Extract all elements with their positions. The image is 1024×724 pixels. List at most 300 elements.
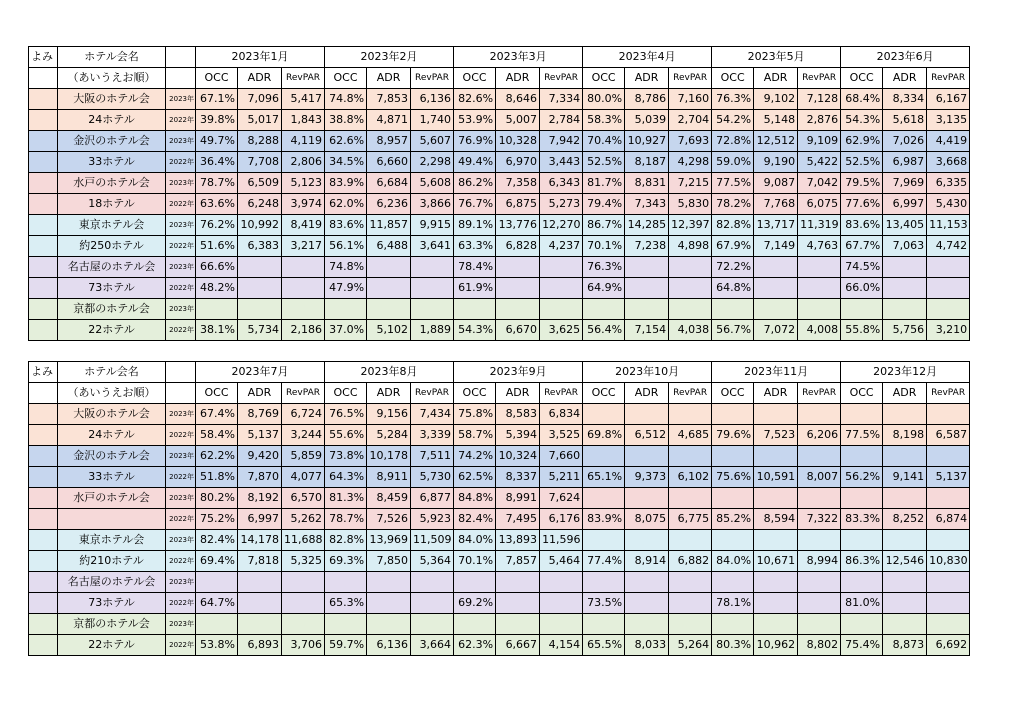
table-row bbox=[29, 593, 970, 614]
hotel-name-cell: 東京ホテル会 bbox=[58, 215, 166, 236]
occ-cell: 49.7% bbox=[196, 131, 238, 152]
rev-cell bbox=[411, 614, 454, 635]
occ-cell: 67.1% bbox=[196, 89, 238, 110]
rev-cell: 5,608 bbox=[411, 173, 454, 194]
rev-cell: 11,596 bbox=[540, 530, 583, 551]
rev-cell: 3,244 bbox=[282, 425, 325, 446]
occ-cell bbox=[712, 299, 754, 320]
occ-cell: 81.7% bbox=[583, 173, 625, 194]
adr-cell: 7,096 bbox=[238, 89, 282, 110]
adr-cell: 8,914 bbox=[625, 551, 669, 572]
table-row bbox=[29, 236, 970, 257]
rev-cell: 4,298 bbox=[669, 152, 712, 173]
adr-cell bbox=[238, 299, 282, 320]
occ-cell: 56.2% bbox=[841, 467, 883, 488]
hotel-name-cell: 金沢のホテル会 bbox=[58, 131, 166, 152]
occ-header: OCC bbox=[196, 68, 238, 89]
adr-cell: 8,187 bbox=[625, 152, 669, 173]
occ-cell bbox=[196, 572, 238, 593]
hotel-name-cell: 京都のホテル会 bbox=[58, 299, 166, 320]
year-cell: 2022年 bbox=[166, 425, 196, 446]
rev-cell: 6,167 bbox=[927, 89, 970, 110]
adr-cell bbox=[625, 299, 669, 320]
adr-header: ADR bbox=[496, 68, 540, 89]
hotel-name-header: ホテル会名 bbox=[58, 47, 166, 68]
occ-cell bbox=[712, 488, 754, 509]
rev-cell: 9,109 bbox=[798, 131, 841, 152]
hotel-name-cell: 京都のホテル会 bbox=[58, 614, 166, 635]
rev-cell: 5,464 bbox=[540, 551, 583, 572]
rev-cell bbox=[669, 530, 712, 551]
yomi-cell bbox=[29, 89, 58, 110]
occ-cell: 62.6% bbox=[325, 131, 367, 152]
adr-cell bbox=[496, 278, 540, 299]
hotel-name-cell: 約210ホテル bbox=[58, 551, 166, 572]
occ-cell: 58.3% bbox=[583, 110, 625, 131]
occ-cell bbox=[583, 299, 625, 320]
table-row bbox=[29, 152, 970, 173]
occ-cell bbox=[841, 446, 883, 467]
rev-cell: 10,830 bbox=[927, 551, 970, 572]
hotel-name-cell: 24ホテル bbox=[58, 110, 166, 131]
occ-cell: 81.3% bbox=[325, 488, 367, 509]
occ-cell: 62.0% bbox=[325, 194, 367, 215]
adr-cell bbox=[754, 572, 798, 593]
rev-cell: 6,570 bbox=[282, 488, 325, 509]
rev-cell: 3,641 bbox=[411, 236, 454, 257]
adr-header: ADR bbox=[754, 68, 798, 89]
adr-cell bbox=[883, 278, 927, 299]
occ-cell: 69.4% bbox=[196, 551, 238, 572]
occ-cell: 69.3% bbox=[325, 551, 367, 572]
occ-cell: 67.9% bbox=[712, 236, 754, 257]
table-row bbox=[29, 404, 970, 425]
rev-cell bbox=[669, 593, 712, 614]
rev-cell: 3,706 bbox=[282, 635, 325, 656]
rev-cell bbox=[927, 257, 970, 278]
adr-cell: 7,850 bbox=[367, 551, 411, 572]
hotel-name-cell bbox=[58, 509, 166, 530]
rev-cell: 6,206 bbox=[798, 425, 841, 446]
year-cell: 2023年 bbox=[166, 404, 196, 425]
rev-cell bbox=[927, 572, 970, 593]
adr-header: ADR bbox=[496, 383, 540, 404]
revpar-header: RevPAR bbox=[669, 68, 712, 89]
table-row bbox=[29, 530, 970, 551]
occ-cell: 81.0% bbox=[841, 593, 883, 614]
hotel-name-cell: 22ホテル bbox=[58, 320, 166, 341]
occ-cell bbox=[454, 572, 496, 593]
year-header-blank bbox=[166, 362, 196, 383]
adr-cell: 10,671 bbox=[754, 551, 798, 572]
hotel-name-header: ホテル会名 bbox=[58, 362, 166, 383]
occ-cell: 83.6% bbox=[841, 215, 883, 236]
table-row bbox=[29, 572, 970, 593]
occ-cell: 53.9% bbox=[454, 110, 496, 131]
adr-cell: 6,684 bbox=[367, 173, 411, 194]
yomi-cell bbox=[29, 257, 58, 278]
year-cell: 2023年 bbox=[166, 173, 196, 194]
adr-cell: 13,405 bbox=[883, 215, 927, 236]
rev-cell: 5,607 bbox=[411, 131, 454, 152]
occ-cell bbox=[841, 614, 883, 635]
occ-cell: 86.3% bbox=[841, 551, 883, 572]
adr-cell: 5,284 bbox=[367, 425, 411, 446]
rev-cell: 4,077 bbox=[282, 467, 325, 488]
occ-cell: 64.8% bbox=[712, 278, 754, 299]
table-row bbox=[29, 320, 970, 341]
adr-cell: 6,660 bbox=[367, 152, 411, 173]
yomi-header: よみ bbox=[29, 47, 58, 68]
occ-cell: 79.6% bbox=[712, 425, 754, 446]
order-note: （あいうえお順） bbox=[58, 383, 166, 404]
occ-cell: 54.3% bbox=[841, 110, 883, 131]
rev-cell bbox=[798, 530, 841, 551]
rev-cell: 5,364 bbox=[411, 551, 454, 572]
occ-cell: 76.7% bbox=[454, 194, 496, 215]
adr-cell: 10,962 bbox=[754, 635, 798, 656]
adr-cell: 6,670 bbox=[496, 320, 540, 341]
rev-cell bbox=[540, 614, 583, 635]
adr-cell: 8,459 bbox=[367, 488, 411, 509]
yomi-cell bbox=[29, 551, 58, 572]
hotel-name-cell: 名古屋のホテル会 bbox=[58, 572, 166, 593]
year-cell: 2023年 bbox=[166, 446, 196, 467]
adr-cell: 7,026 bbox=[883, 131, 927, 152]
adr-cell: 6,383 bbox=[238, 236, 282, 257]
rev-cell bbox=[669, 278, 712, 299]
rev-cell: 11,688 bbox=[282, 530, 325, 551]
occ-cell: 84.0% bbox=[454, 530, 496, 551]
adr-cell: 8,594 bbox=[754, 509, 798, 530]
occ-cell: 56.1% bbox=[325, 236, 367, 257]
occ-cell: 64.3% bbox=[325, 467, 367, 488]
rev-cell: 7,511 bbox=[411, 446, 454, 467]
year-cell: 2023年 bbox=[166, 299, 196, 320]
adr-cell bbox=[754, 278, 798, 299]
adr-cell: 8,252 bbox=[883, 509, 927, 530]
adr-cell bbox=[625, 593, 669, 614]
rev-cell: 5,830 bbox=[669, 194, 712, 215]
occ-cell bbox=[454, 614, 496, 635]
rev-cell bbox=[540, 278, 583, 299]
adr-cell: 8,337 bbox=[496, 467, 540, 488]
rev-cell: 7,624 bbox=[540, 488, 583, 509]
adr-cell: 7,072 bbox=[754, 320, 798, 341]
rev-cell bbox=[927, 488, 970, 509]
rev-cell: 4,154 bbox=[540, 635, 583, 656]
occ-cell: 82.8% bbox=[325, 530, 367, 551]
month-header: 2023年8月 bbox=[325, 362, 454, 383]
rev-cell bbox=[798, 446, 841, 467]
rev-cell: 6,834 bbox=[540, 404, 583, 425]
adr-cell bbox=[883, 614, 927, 635]
occ-cell: 39.8% bbox=[196, 110, 238, 131]
occ-cell: 58.4% bbox=[196, 425, 238, 446]
rev-cell: 5,430 bbox=[927, 194, 970, 215]
table-row bbox=[29, 425, 970, 446]
rev-cell bbox=[282, 257, 325, 278]
year-cell: 2023年 bbox=[166, 89, 196, 110]
adr-cell bbox=[754, 593, 798, 614]
adr-cell: 7,154 bbox=[625, 320, 669, 341]
adr-cell bbox=[496, 257, 540, 278]
rev-cell bbox=[798, 488, 841, 509]
occ-cell bbox=[712, 404, 754, 425]
occ-cell: 65.3% bbox=[325, 593, 367, 614]
occ-cell: 75.6% bbox=[712, 467, 754, 488]
yomi-cell bbox=[29, 278, 58, 299]
occ-cell bbox=[712, 614, 754, 635]
rev-cell: 6,775 bbox=[669, 509, 712, 530]
adr-header: ADR bbox=[883, 383, 927, 404]
revpar-header: RevPAR bbox=[282, 68, 325, 89]
occ-header: OCC bbox=[841, 68, 883, 89]
adr-cell: 6,136 bbox=[367, 635, 411, 656]
adr-cell: 5,618 bbox=[883, 110, 927, 131]
rev-cell: 2,806 bbox=[282, 152, 325, 173]
adr-cell: 9,190 bbox=[754, 152, 798, 173]
occ-cell: 56.4% bbox=[583, 320, 625, 341]
rev-cell bbox=[927, 404, 970, 425]
adr-cell: 8,786 bbox=[625, 89, 669, 110]
adr-cell: 5,148 bbox=[754, 110, 798, 131]
rev-cell bbox=[411, 278, 454, 299]
occ-cell: 70.1% bbox=[454, 551, 496, 572]
occ-cell: 52.5% bbox=[841, 152, 883, 173]
adr-cell: 7,969 bbox=[883, 173, 927, 194]
rev-cell: 2,784 bbox=[540, 110, 583, 131]
adr-cell: 7,768 bbox=[754, 194, 798, 215]
rev-cell: 5,137 bbox=[927, 467, 970, 488]
rev-cell: 6,176 bbox=[540, 509, 583, 530]
rev-cell: 4,119 bbox=[282, 131, 325, 152]
adr-cell: 7,238 bbox=[625, 236, 669, 257]
occ-cell bbox=[841, 572, 883, 593]
rev-cell bbox=[669, 614, 712, 635]
revpar-header: RevPAR bbox=[927, 383, 970, 404]
adr-cell: 7,523 bbox=[754, 425, 798, 446]
occ-cell: 53.8% bbox=[196, 635, 238, 656]
yomi-cell bbox=[29, 320, 58, 341]
adr-cell: 8,957 bbox=[367, 131, 411, 152]
adr-cell bbox=[496, 299, 540, 320]
occ-cell: 74.8% bbox=[325, 89, 367, 110]
rev-cell bbox=[669, 446, 712, 467]
rev-cell bbox=[669, 257, 712, 278]
rev-cell bbox=[927, 530, 970, 551]
yomi-cell bbox=[29, 530, 58, 551]
yomi-cell bbox=[29, 467, 58, 488]
revpar-header: RevPAR bbox=[798, 383, 841, 404]
yomi-cell bbox=[29, 194, 58, 215]
rev-cell bbox=[798, 614, 841, 635]
adr-cell: 9,141 bbox=[883, 467, 927, 488]
rev-cell: 7,942 bbox=[540, 131, 583, 152]
rev-cell bbox=[798, 299, 841, 320]
occ-cell bbox=[583, 446, 625, 467]
rev-cell: 4,763 bbox=[798, 236, 841, 257]
occ-cell: 62.9% bbox=[841, 131, 883, 152]
rev-cell bbox=[540, 572, 583, 593]
occ-cell bbox=[454, 299, 496, 320]
adr-cell: 8,075 bbox=[625, 509, 669, 530]
occ-cell: 82.8% bbox=[712, 215, 754, 236]
rev-cell: 4,685 bbox=[669, 425, 712, 446]
year-sub-blank bbox=[166, 383, 196, 404]
adr-cell: 9,420 bbox=[238, 446, 282, 467]
yomi-cell bbox=[29, 572, 58, 593]
rev-cell bbox=[282, 278, 325, 299]
adr-cell: 7,870 bbox=[238, 467, 282, 488]
rev-cell: 6,874 bbox=[927, 509, 970, 530]
occ-header: OCC bbox=[712, 68, 754, 89]
adr-cell: 8,873 bbox=[883, 635, 927, 656]
occ-cell: 49.4% bbox=[454, 152, 496, 173]
adr-header: ADR bbox=[883, 68, 927, 89]
rev-cell bbox=[411, 593, 454, 614]
adr-cell: 7,358 bbox=[496, 173, 540, 194]
rev-cell bbox=[411, 572, 454, 593]
rev-cell: 3,664 bbox=[411, 635, 454, 656]
yomi-cell bbox=[29, 446, 58, 467]
adr-cell bbox=[883, 299, 927, 320]
table-row bbox=[29, 173, 970, 194]
adr-cell: 6,970 bbox=[496, 152, 540, 173]
rev-cell: 12,270 bbox=[540, 215, 583, 236]
occ-cell: 56.7% bbox=[712, 320, 754, 341]
occ-cell: 66.0% bbox=[841, 278, 883, 299]
rev-cell: 11,319 bbox=[798, 215, 841, 236]
adr-cell bbox=[625, 530, 669, 551]
adr-cell: 8,288 bbox=[238, 131, 282, 152]
adr-cell: 5,137 bbox=[238, 425, 282, 446]
rev-cell: 5,325 bbox=[282, 551, 325, 572]
occ-cell: 62.2% bbox=[196, 446, 238, 467]
year-header-blank bbox=[166, 47, 196, 68]
adr-cell: 7,343 bbox=[625, 194, 669, 215]
rev-cell: 7,160 bbox=[669, 89, 712, 110]
occ-cell: 52.5% bbox=[583, 152, 625, 173]
occ-cell: 82.4% bbox=[196, 530, 238, 551]
rev-cell: 6,335 bbox=[927, 173, 970, 194]
yomi-sub-blank bbox=[29, 383, 58, 404]
header-row-months bbox=[29, 362, 970, 383]
rev-cell: 4,038 bbox=[669, 320, 712, 341]
table-row bbox=[29, 446, 970, 467]
adr-cell: 7,708 bbox=[238, 152, 282, 173]
adr-cell: 6,997 bbox=[883, 194, 927, 215]
hotel-stats-table-h1 bbox=[28, 46, 970, 341]
occ-cell: 78.7% bbox=[196, 173, 238, 194]
revpar-header: RevPAR bbox=[798, 68, 841, 89]
year-cell: 2022年 bbox=[166, 194, 196, 215]
yomi-cell bbox=[29, 131, 58, 152]
adr-cell bbox=[496, 614, 540, 635]
rev-cell: 6,075 bbox=[798, 194, 841, 215]
occ-cell bbox=[583, 572, 625, 593]
occ-cell: 82.4% bbox=[454, 509, 496, 530]
adr-cell bbox=[625, 446, 669, 467]
adr-cell: 6,667 bbox=[496, 635, 540, 656]
rev-cell: 9,915 bbox=[411, 215, 454, 236]
table-separator bbox=[28, 353, 963, 361]
occ-header: OCC bbox=[325, 383, 367, 404]
revpar-header: RevPAR bbox=[282, 383, 325, 404]
rev-cell: 3,625 bbox=[540, 320, 583, 341]
adr-cell: 10,591 bbox=[754, 467, 798, 488]
year-cell: 2022年 bbox=[166, 320, 196, 341]
adr-cell bbox=[238, 614, 282, 635]
rev-cell: 2,704 bbox=[669, 110, 712, 131]
adr-cell: 4,871 bbox=[367, 110, 411, 131]
adr-cell bbox=[625, 614, 669, 635]
year-cell: 2022年 bbox=[166, 152, 196, 173]
year-cell: 2022年 bbox=[166, 278, 196, 299]
rev-cell: 3,668 bbox=[927, 152, 970, 173]
occ-cell: 64.9% bbox=[583, 278, 625, 299]
rev-cell: 7,215 bbox=[669, 173, 712, 194]
rev-cell: 2,186 bbox=[282, 320, 325, 341]
revpar-header: RevPAR bbox=[669, 383, 712, 404]
adr-cell bbox=[883, 572, 927, 593]
occ-cell: 78.4% bbox=[454, 257, 496, 278]
occ-header: OCC bbox=[841, 383, 883, 404]
rev-cell: 6,692 bbox=[927, 635, 970, 656]
table-row bbox=[29, 467, 970, 488]
occ-header: OCC bbox=[196, 383, 238, 404]
adr-cell bbox=[496, 572, 540, 593]
table-row bbox=[29, 194, 970, 215]
adr-header: ADR bbox=[367, 383, 411, 404]
adr-cell: 6,512 bbox=[625, 425, 669, 446]
hotel-name-cell: 大阪のホテル会 bbox=[58, 404, 166, 425]
yomi-cell bbox=[29, 635, 58, 656]
adr-cell bbox=[754, 488, 798, 509]
year-cell: 2022年 bbox=[166, 236, 196, 257]
occ-cell: 58.7% bbox=[454, 425, 496, 446]
adr-cell: 14,178 bbox=[238, 530, 282, 551]
rev-cell: 7,042 bbox=[798, 173, 841, 194]
rev-cell: 5,859 bbox=[282, 446, 325, 467]
occ-cell: 65.5% bbox=[583, 635, 625, 656]
adr-cell bbox=[367, 572, 411, 593]
rev-cell bbox=[669, 404, 712, 425]
occ-cell: 55.8% bbox=[841, 320, 883, 341]
revpar-header: RevPAR bbox=[540, 68, 583, 89]
year-cell: 2022年 bbox=[166, 635, 196, 656]
adr-cell: 10,328 bbox=[496, 131, 540, 152]
rev-cell bbox=[411, 299, 454, 320]
hotel-name-cell: 水戸のホテル会 bbox=[58, 173, 166, 194]
rev-cell: 7,660 bbox=[540, 446, 583, 467]
occ-cell: 77.5% bbox=[712, 173, 754, 194]
adr-cell: 8,334 bbox=[883, 89, 927, 110]
rev-cell: 5,730 bbox=[411, 467, 454, 488]
adr-cell: 7,853 bbox=[367, 89, 411, 110]
adr-cell bbox=[367, 593, 411, 614]
year-cell: 2022年 bbox=[166, 467, 196, 488]
adr-cell: 8,831 bbox=[625, 173, 669, 194]
occ-header: OCC bbox=[454, 68, 496, 89]
year-cell: 2023年 bbox=[166, 530, 196, 551]
rev-cell bbox=[927, 446, 970, 467]
adr-cell bbox=[625, 572, 669, 593]
year-cell: 2023年 bbox=[166, 572, 196, 593]
rev-cell: 3,525 bbox=[540, 425, 583, 446]
adr-cell: 6,875 bbox=[496, 194, 540, 215]
occ-cell bbox=[325, 614, 367, 635]
